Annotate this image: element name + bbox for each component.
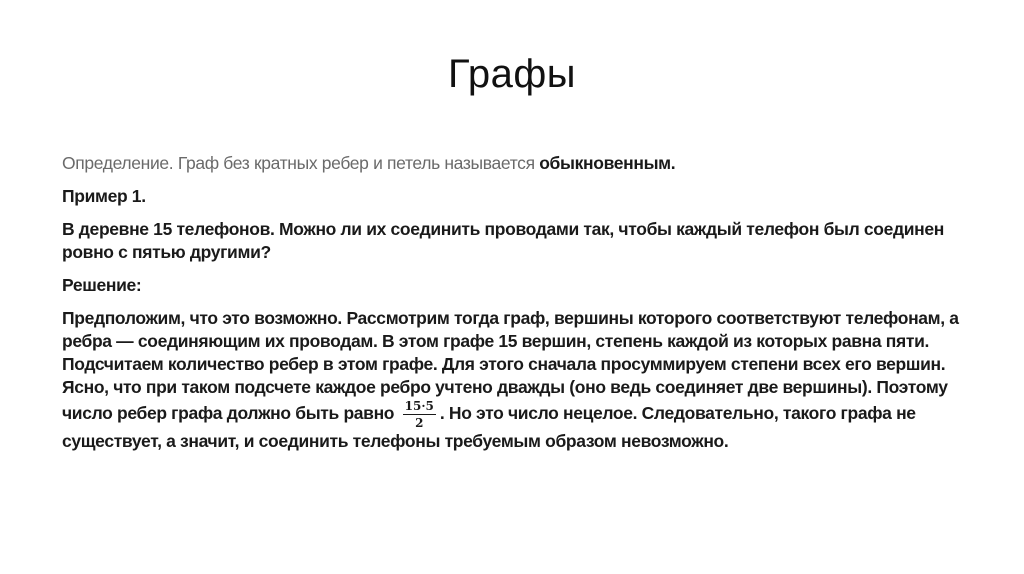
- definition-paragraph: [62, 152, 962, 175]
- solution-paragraph: [62, 307, 962, 453]
- fraction-denominator: 2: [415, 416, 424, 430]
- fraction-numerator: 15·5: [404, 399, 434, 413]
- slide-title: Графы: [447, 52, 577, 96]
- edge-count-fraction: [403, 399, 436, 430]
- slide-body: [62, 152, 962, 463]
- definition-lead: Определение. Граф без кратных ребер и петель называется: [62, 153, 540, 173]
- example-heading: Пример 1.: [62, 186, 146, 206]
- solution-heading: Решение:: [62, 275, 142, 295]
- solution-text-after: . Но это число нецелое. Следовательно, такого графа не существует, а значит, и соединить телефоны требуемым образом невозможно.: [62, 403, 916, 451]
- problem-text: В деревне 15 телефонов. Можно ли их соединить проводами так, чтобы каждый телефон был соединен ровно с пятью другими?: [62, 219, 945, 262]
- solution-text-before: Предположим, что это возможно. Рассмотрим тогда граф, вершины которого соответствуют телефонам, а ребра — соединяющим их проводам. В этом графе 15 вершин, степень каждой из которых равна пяти. Подсчитаем количество ребер в этом графе. Для этого сначала просуммируем степени всех его вершин. Ясно, что при таком подсчете каждое ребро учтено дважды (оно ведь соединяет две вершины). Поэтому число ребер графа должно быть равно: [62, 308, 959, 424]
- definition-term: обыкновенным.: [539, 153, 676, 173]
